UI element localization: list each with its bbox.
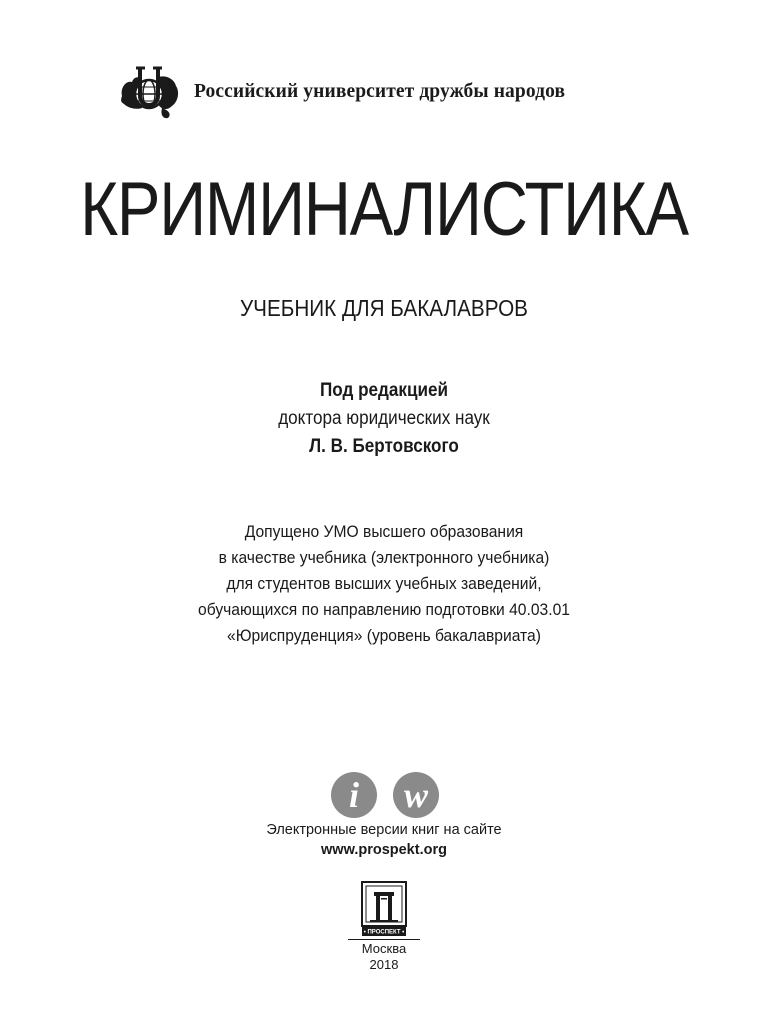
approval-line: в качестве учебника (электронного учебника) (218, 548, 550, 567)
book-title: КРИМИНАЛИСТИКА (80, 167, 688, 252)
publisher-city: Москва (361, 941, 407, 956)
ebooks-notice (0, 820, 768, 860)
imprint (0, 941, 768, 973)
publisher-logo-text: • ПРОСПЕКТ • (363, 929, 405, 936)
approval-line: «Юриспруденция» (уровень бакалавриата) (227, 626, 541, 645)
publication-year: 2018 (369, 957, 399, 972)
university-header (118, 64, 658, 120)
approval-statement (0, 519, 768, 649)
editor-degree: доктора юридических наук (278, 408, 490, 429)
editor-name: Л. В. Бертовского (309, 436, 459, 457)
ebooks-text: Электронные версии книг на сайте (266, 822, 502, 838)
publisher-divider (348, 939, 420, 940)
publisher-url-link[interactable]: www.prospekt.org (321, 842, 447, 858)
approval-line: обучающихся по направлению подготовки 40.03.01 (198, 600, 570, 619)
editor-block (0, 377, 768, 461)
prospekt-publisher-logo-icon (360, 880, 408, 938)
approval-line: для студентов высших учебных заведений, (226, 574, 542, 593)
approval-line: Допущено УМО высшего образования (244, 522, 524, 541)
rudn-globe-logo-icon (118, 64, 180, 120)
web-w-icon: w (393, 772, 439, 818)
ebook-icons (331, 772, 439, 818)
university-name: Российский университет дружбы народов (194, 81, 566, 102)
book-subtitle: УЧЕБНИК ДЛЯ БАКАЛАВРОВ (240, 295, 529, 321)
editor-label: Под редакцией (319, 380, 449, 401)
info-i-icon: i (331, 772, 377, 818)
